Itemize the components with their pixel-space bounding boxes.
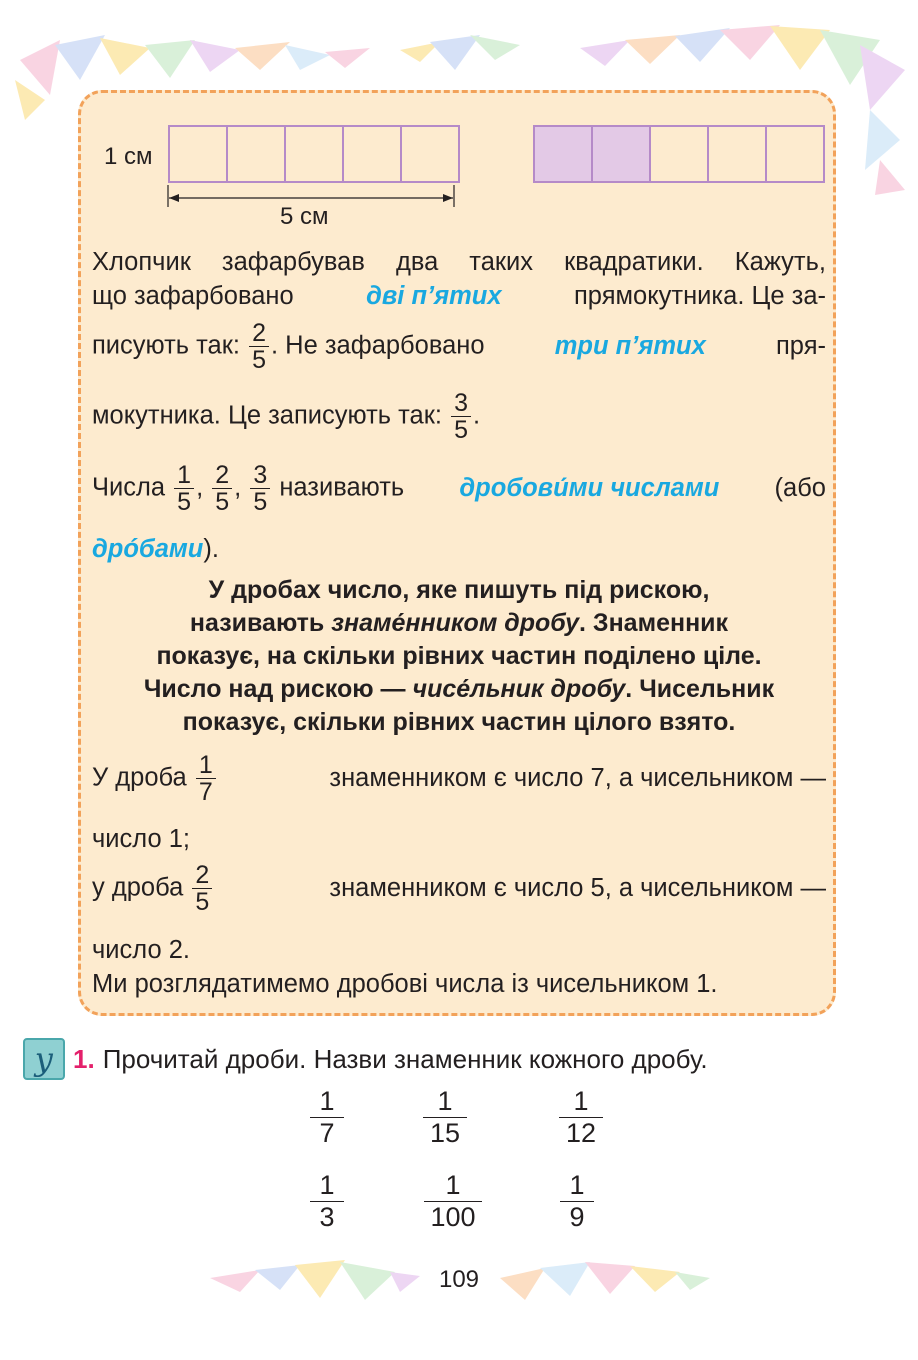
numerator: 1 [310, 1170, 344, 1202]
denominator: 15 [429, 1118, 461, 1149]
exercise-fraction [559, 1086, 603, 1149]
denominator: 12 [565, 1118, 597, 1149]
fraction [249, 320, 269, 374]
denominator: 5 [195, 888, 210, 917]
numerator: 1 [424, 1170, 482, 1202]
exercise-number: 1. [73, 1043, 95, 1074]
rule-line5: показує, скільки рівних частин цілого взято. [182, 708, 736, 736]
text: . Чисельник [625, 675, 775, 703]
exercise-fraction [560, 1170, 594, 1233]
strip-cell [286, 127, 344, 181]
fraction [196, 752, 216, 806]
numerator: 2 [192, 862, 212, 889]
strip-cell [170, 127, 228, 181]
fraction [212, 462, 232, 516]
denominator: 7 [198, 778, 213, 807]
denominator: 9 [569, 1202, 585, 1233]
example1-line2: число 1; [92, 825, 190, 853]
strip-cell [344, 127, 402, 181]
text: називають [189, 609, 325, 637]
word: квадратики. [564, 248, 704, 276]
numerator: 1 [423, 1086, 467, 1118]
numerator: 1 [174, 462, 194, 489]
text: знаменником є число 7, а чисельником — [329, 764, 826, 793]
paragraph2-line1: Числа $\frac{1}{5}$ , $\frac{2}{5}$ , $\frac{3}{5}$ називають дробови́ми числами (або [92, 461, 826, 517]
paragraph1-line3 [92, 320, 826, 374]
example3-line: Ми розглядатимемо дробові числа із чисельником 1. [92, 970, 718, 998]
highlight-term: дрóбами [92, 535, 204, 563]
fraction [174, 462, 194, 516]
text: У дроба [92, 763, 187, 792]
paragraph2-line2 [92, 535, 219, 564]
exercise-1 [23, 1038, 708, 1080]
denominator: 5 [454, 416, 468, 445]
page-number: 109 [438, 1266, 480, 1293]
text: прямокутника. Це за- [574, 282, 826, 310]
text: мокутника. Це записують так: [92, 401, 442, 430]
highlight-term: три п’ятих [554, 332, 706, 361]
paragraph1-line2 [92, 282, 826, 311]
denominator: 7 [319, 1118, 335, 1149]
denominator: 3 [319, 1202, 335, 1233]
у-letter-icon: у [23, 1038, 65, 1080]
text: що зафарбовано [92, 282, 294, 310]
text: Число над рискою — [143, 675, 406, 703]
denominator: 5 [215, 488, 230, 517]
height-label: 1 см [104, 143, 153, 170]
term: знаме́нником дробу [331, 609, 580, 637]
right-strip [533, 125, 825, 183]
fraction [250, 462, 270, 516]
example2-line1 [92, 862, 826, 916]
rule-line2 [92, 607, 826, 640]
text: Числа [92, 473, 166, 502]
word: зафарбував [221, 248, 365, 276]
strip-cell [228, 127, 286, 181]
paragraph1-line1 [92, 248, 826, 277]
numerator: 3 [250, 462, 270, 489]
word: таких [469, 248, 534, 276]
rule-line3: показує, на скільки рівних частин поділено ціле. [156, 642, 762, 670]
exercise-fraction [310, 1170, 344, 1233]
text: (або [774, 474, 826, 503]
text: . [472, 401, 481, 430]
rule-line1: У дробах число, яке пишуть під рискою, [208, 576, 710, 604]
strip-cell-filled [593, 127, 651, 181]
rule-line4 [92, 673, 826, 706]
word: Хлопчик [92, 248, 191, 276]
numerator: 2 [212, 462, 232, 489]
strip-cell [709, 127, 767, 181]
exercise-text: Прочитай дроби. Назви знаменник кожного дробу. [102, 1043, 708, 1074]
example2-line2: число 2. [92, 936, 190, 964]
text: називають [279, 473, 405, 502]
exercise-fraction [423, 1086, 467, 1149]
numerator: 1 [560, 1170, 594, 1202]
numerator: 3 [451, 390, 471, 417]
denominator: 5 [177, 488, 192, 517]
width-label: 5 см [280, 203, 329, 230]
text: у дроба [92, 873, 184, 902]
text: знаменником є число 5, а чисельником — [329, 874, 826, 903]
strip-cell [402, 127, 458, 181]
highlight-term: дробови́ми числами [459, 474, 720, 503]
text: ). [203, 535, 219, 563]
numerator: 1 [559, 1086, 603, 1118]
numerator: 1 [196, 752, 216, 779]
strip-cell [767, 127, 823, 181]
left-strip [168, 125, 460, 183]
paragraph1-line4 [92, 390, 480, 444]
numerator: 1 [310, 1086, 344, 1118]
strip-cell [651, 127, 709, 181]
text: писують так: [92, 331, 240, 360]
word: два [395, 248, 439, 276]
text: . Знаменник [579, 609, 729, 637]
numerator: 2 [249, 320, 269, 347]
highlight-term: дві п’ятих [366, 282, 502, 310]
exercise-fraction [310, 1086, 344, 1149]
text: . Не зафарбовано [270, 331, 485, 360]
denominator: 5 [253, 488, 268, 517]
example1-line1 [92, 752, 826, 806]
word: Кажуть, [734, 248, 826, 276]
term: чисе́льник дробу [412, 675, 626, 703]
exercise-fraction [424, 1170, 482, 1233]
fraction [192, 862, 212, 916]
text: пря- [775, 332, 826, 361]
fraction [451, 390, 471, 444]
strip-cell-filled [535, 127, 593, 181]
denominator: 5 [252, 346, 266, 375]
denominator: 100 [430, 1202, 476, 1233]
